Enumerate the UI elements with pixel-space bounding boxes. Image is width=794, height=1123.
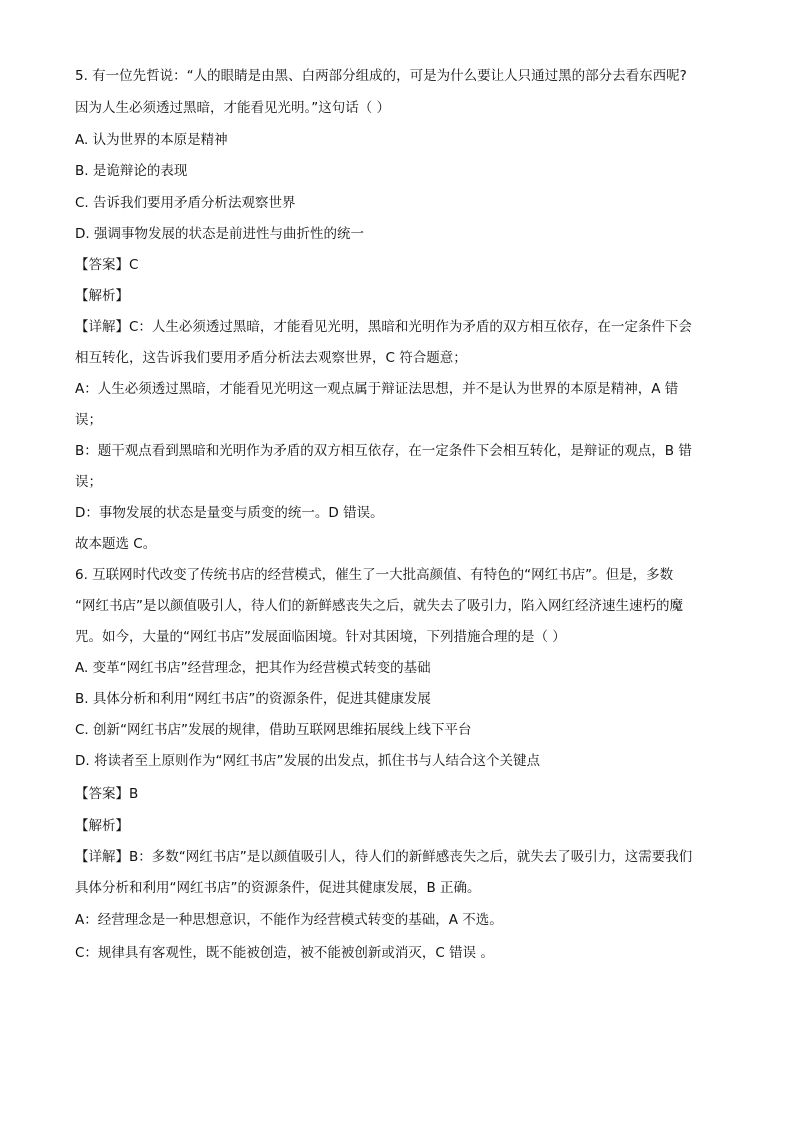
q5-answer: 【答案】C: [75, 257, 139, 273]
q6-detail-line-3: A：经营理念是一种思想意识，不能作为经营模式转变的基础，A 不选。: [75, 912, 503, 928]
q6-detail-line-2: 具体分析和利用“网红书店”的资源条件，促进其健康发展，B 正确。: [75, 880, 481, 896]
q6-analysis-label: 【解析】: [75, 818, 129, 834]
q6-option-b: B. 具体分析和利用“网红书店”的资源条件，促进其健康发展: [75, 691, 431, 707]
q5-detail-line-6: 误；: [75, 474, 102, 490]
q6-option-a: A. 变革“网红书店”经营理念，把其作为经营模式转变的基础: [75, 660, 431, 676]
q5-stem-line-2: 因为人生必须透过黑暗，才能看见光明。”这句话（ ）: [75, 100, 391, 116]
q5-stem-line-1: 5. 有一位先哲说：“人的眼睛是由黑、白两部分组成的，可是为什么要让人只通过黑的部分去看东西呢?: [75, 68, 687, 84]
q6-stem-line-1: 6. 互联网时代改变了传统书店的经营模式，催生了一大批高颜值、有特色的“网红书店”。但是，多数: [75, 567, 674, 583]
q5-detail-line-1: 【详解】C：人生必须透过黑暗，才能看见光明，黑暗和光明作为矛盾的双方相互依存，在一定条件下会: [75, 319, 692, 335]
q6-option-c: C. 创新“网红书店”发展的规律，借助互联网思维拓展线上线下平台: [75, 722, 472, 738]
q5-detail-line-3: A：人生必须透过黑暗，才能看见光明这一观点属于辩证法思想，并不是认为世界的本原是精神，A 错: [75, 381, 679, 397]
q5-option-b: B. 是诡辩论的表现: [75, 163, 188, 179]
q5-analysis-label: 【解析】: [75, 288, 129, 304]
q6-stem-line-3: 咒。如今，大量的“网红书店”发展面临困境。针对其困境，下列措施合理的是（ ）: [75, 629, 566, 645]
q5-detail-line-4: 误；: [75, 412, 102, 428]
q5-detail-line-7: D：事物发展的状态是量变与质变的统一。D 错误。: [75, 505, 384, 521]
q6-detail-line-1: 【详解】B：多数“网红书店”是以颜值吸引人，待人们的新鲜感丧失之后，就失去了吸引力，这需要我们: [75, 849, 693, 865]
q5-option-c: C. 告诉我们要用矛盾分析法观察世界: [75, 195, 296, 211]
q5-conclusion: 故本题选 C。: [75, 536, 157, 552]
q6-detail-line-4: C：规律具有客观性，既不能被创造，被不能被创新或消灭，C 错误 。: [75, 945, 494, 961]
q5-detail-line-5: B：题干观点看到黑暗和光明作为矛盾的双方相互依存，在一定条件下会相互转化，是辩证的观点，B 错: [75, 443, 692, 459]
q5-detail-line-2: 相互转化，这告诉我们要用矛盾分析法去观察世界，C 符合题意；: [75, 350, 467, 366]
q5-option-a: A. 认为世界的本原是精神: [75, 132, 228, 148]
q6-stem-line-2: “网红书店”是以颜值吸引人，待人们的新鲜感丧失之后，就失去了吸引力，陷入网红经济速生速朽的魔: [75, 598, 683, 614]
q6-option-d: D. 将读者至上原则作为“网红书店”发展的出发点，抓住书与人结合这个关键点: [75, 753, 540, 769]
q5-option-d: D. 强调事物发展的状态是前进性与曲折性的统一: [75, 226, 364, 242]
q6-answer: 【答案】B: [75, 786, 139, 802]
